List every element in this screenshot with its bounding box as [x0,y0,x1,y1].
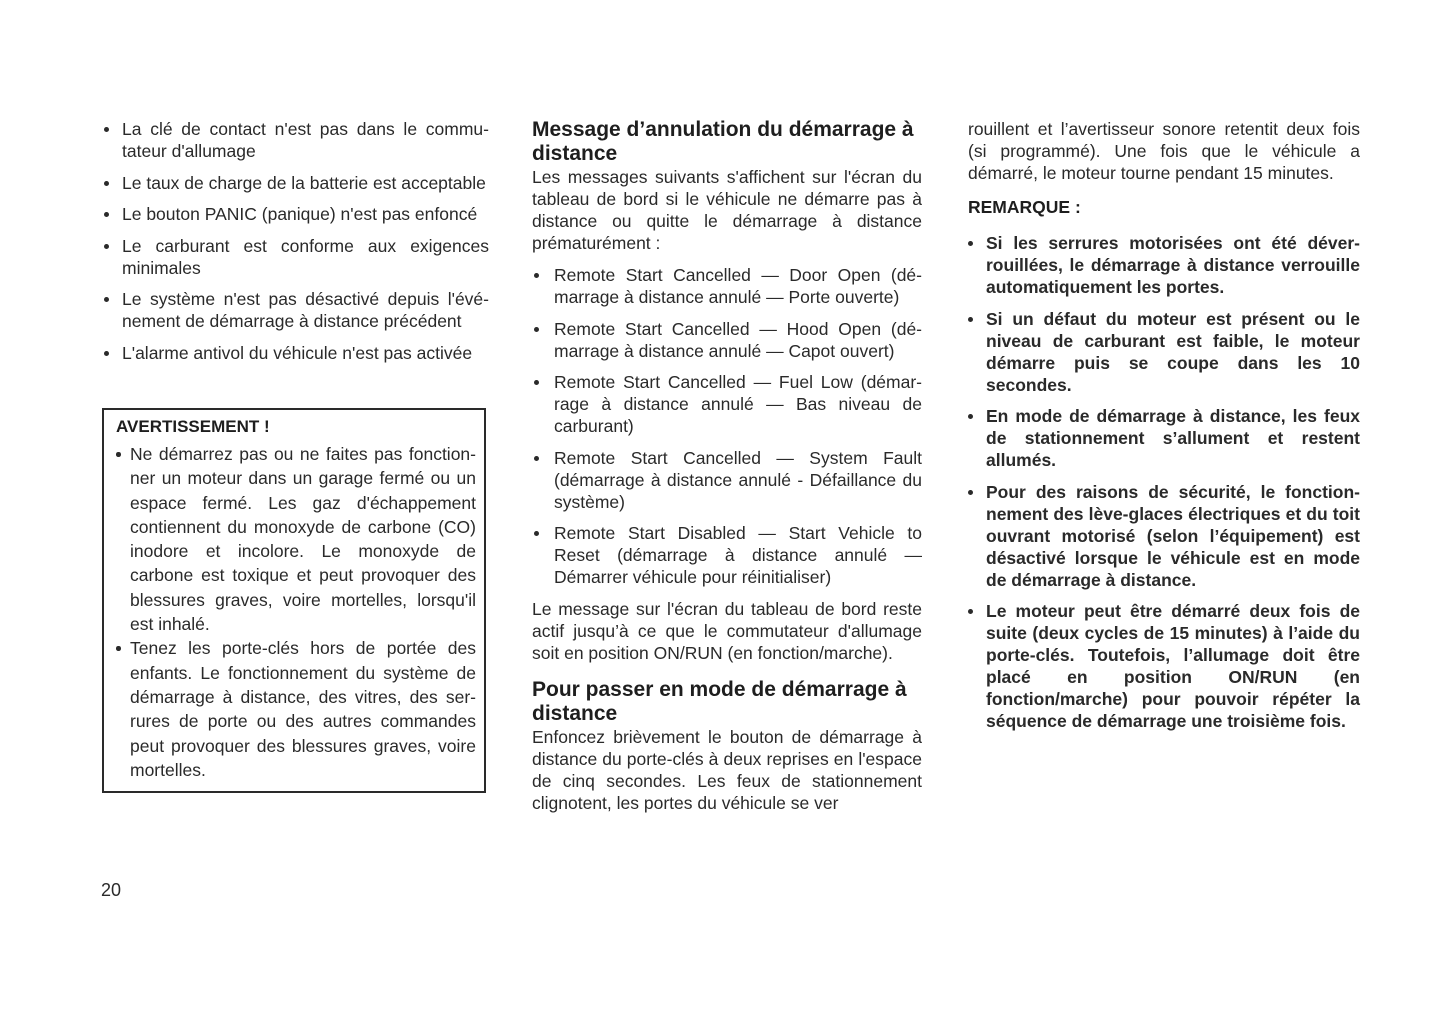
list-item: Remote Start Cancelled — Door Open (démarrage à distance annulé — Porte ouverte) [534,264,922,308]
list-item: Le moteur peut être démarré deux fois de suite (deux cycles de 15 minutes) à l’aide du porte-clés. Toutefois, l’allumage doit être placé en position ON/RUN (en fonction/marche) pour pouvoir répéter la séquence de démarrage une troisième fois. [968,600,1360,732]
warning-title: AVERTISSEMENT ! [116,417,270,436]
remarque-title: REMARQUE : [968,197,1081,217]
bullet-icon [968,414,973,419]
list-item: Pour des raisons de sécurité, le fonctionnement des lève-glaces électriques et du toit ouvrant motorisé (selon l’équipement) est désactivé lorsque le véhicule est en mode de démarrage à distance. [968,481,1360,591]
section-outro: Le message sur l'écran du tableau de bord reste actif jusqu’à ce que le commutateur d'allumage soit en position ON/RUN (en fonction/marche). [532,598,922,663]
bullet-icon [534,380,539,385]
list-item: Le système n'est pas désactivé depuis l'événement de démarrage à distance précédent [104,288,489,332]
cancel-messages-list [532,264,922,588]
bullet-icon [968,241,973,246]
page-number: 20 [101,880,122,900]
list-item: Tenez les porte-clés hors de portée des enfants. Le fonctionnement du système de démarrage à distance, des vitres, des serrures de porte ou des autres commandes peut provoquer des blessures graves, voire mortelles. [116,636,476,782]
right-column [968,118,1360,742]
list-item: Le taux de charge de la batterie est acceptable [104,172,489,194]
list-item: Le bouton PANIC (panique) n'est pas enfoncé [104,203,489,225]
list-item: Remote Start Cancelled — Fuel Low (démarrage à distance annulé — Bas niveau de carburant) [534,371,922,437]
section-intro: Les messages suivants s'affichent sur l'écran du tableau de bord si le véhicule ne démarre pas à distance ou quitte le démarrage à distance prématurément : [532,167,922,253]
bullet-icon [116,646,121,651]
bullet-icon [104,212,109,217]
bullet-icon [534,327,539,332]
bullet-icon [116,452,121,457]
bullet-icon [968,490,973,495]
section-heading-enter-remote-start: Pour passer en mode de démarrage à distance [532,677,907,725]
list-item: Remote Start Disabled — Start Vehicle to Reset (démarrage à distance annulé — Démarrer véhicule pour réinitialiser) [534,522,922,588]
bullet-icon [104,127,109,132]
list-item: Si un défaut du moteur est présent ou le niveau de carburant est faible, le moteur démarre puis se coupe dans les 10 secondes. [968,308,1360,396]
section-body: Enfoncez brièvement le bouton de démarrage à distance du porte-clés à deux reprises en l'espace de cinq secondes. Les feux de stationnement clignotent, les portes du véhicule se ver [532,726,922,813]
bullet-icon [104,351,109,356]
bullet-icon [534,456,539,461]
bullet-icon [534,273,539,278]
list-item: Ne démarrez pas ou ne faites pas fonctionner un moteur dans un garage fermé ou un espace fermé. Les gaz d'échappement contiennent du monoxyde de carbone (CO) inodore et incolore. Le monoxyde de carbone est toxique et peut provoquer des blessures graves, voire mortelles, lorsqu'il est inhalé. [116,442,476,636]
list-item: Le carburant est conforme aux exigences minimales [104,235,489,279]
list-item: L'alarme antivol du véhicule n'est pas activée [104,342,489,364]
bullet-icon [104,244,109,249]
bullet-icon [104,181,109,186]
remote-start-conditions-list [104,118,489,364]
left-column [104,118,489,373]
list-item: Remote Start Cancelled — Hood Open (démarrage à distance annulé — Capot ouvert) [534,318,922,362]
list-item: La clé de contact n'est pas dans le commutateur d'allumage [104,118,489,162]
middle-column [532,118,922,814]
list-item: Si les serrures motorisées ont été déverrouillées, le démarrage à distance verrouille automatiquement les portes. [968,232,1360,298]
list-item: Remote Start Cancelled — System Fault (démarrage à distance annulé - Défaillance du système) [534,447,922,513]
bullet-icon [968,609,973,614]
warning-list [116,442,476,782]
section-heading-cancel-message: Message d’annulation du démarrage à distance [532,118,914,165]
bullet-icon [534,531,539,536]
continuation-paragraph: rouillent et l’avertisseur sonore retentit deux fois (si programmé). Une fois que le véhicule a démarré, le moteur tourne pendant 15 minutes. [968,119,1360,183]
remarque-list [968,232,1360,732]
warning-box [102,408,486,793]
bullet-icon [968,317,973,322]
list-item: En mode de démarrage à distance, les feux de stationnement s’allument et restent allumés. [968,405,1360,471]
bullet-icon [104,297,109,302]
